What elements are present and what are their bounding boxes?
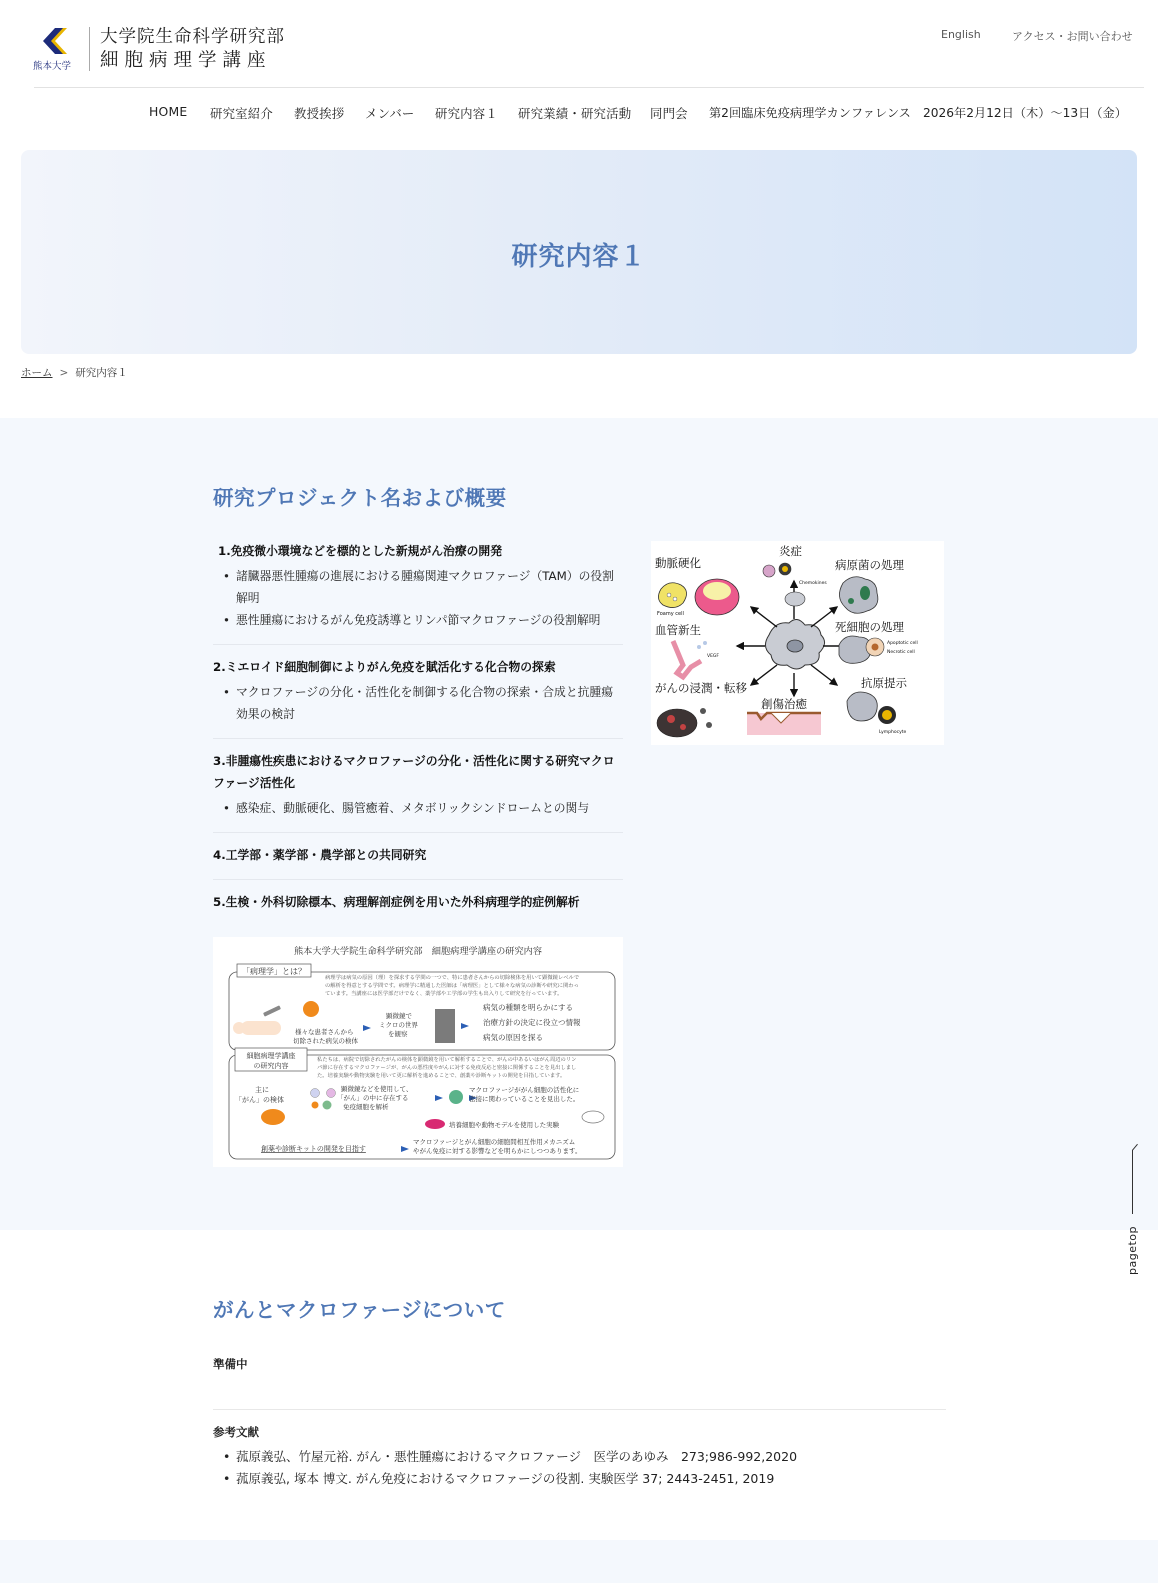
logo-text xyxy=(100,26,285,72)
breadcrumb-home[interactable]: ホーム xyxy=(21,367,53,379)
pagetop-line-icon xyxy=(1132,1150,1133,1214)
experiment-text: 培養細胞や動物モデルを使用した実験 xyxy=(449,1121,560,1129)
microscope-icon xyxy=(435,1009,455,1043)
logo-divider xyxy=(89,27,90,71)
project-heading: 1.免疫微小環境などを標的とした新規がん治療の開発 xyxy=(218,544,503,558)
department-box-label-2: の研究内容 xyxy=(253,1062,289,1070)
university-emblem xyxy=(33,26,81,72)
inflammation-cells-icon xyxy=(763,563,827,606)
wound-healing-icon xyxy=(747,713,821,735)
breadcrumb xyxy=(21,365,128,380)
section-title-cancer-macrophage: がんとマクロファージについて xyxy=(213,1298,506,1322)
cancer-text-2: 「がん」の検体 xyxy=(235,1096,284,1104)
macrophage-diagram xyxy=(651,541,944,745)
page-hero xyxy=(21,150,1137,354)
overview-title: 熊本大学大学院生命科学研究部 細胞病理学講座の研究内容 xyxy=(293,946,543,957)
immune-text-2: 「がん」の中に存在する xyxy=(337,1094,409,1102)
department-desc-3: た。培養実験や動物実験を用いて更に解析を進めることで、創薬や診断キットの開発を目指しています。 xyxy=(317,1073,566,1079)
finding-text-1: マクロファージががん細胞の活性化に xyxy=(469,1086,580,1094)
project-heading: 3.非腫瘍性疾患におけるマクロファージの分化・活性化に関する研究マクロファージ活性化 xyxy=(213,754,615,790)
pagetop-label: pagetop xyxy=(1126,1226,1139,1275)
goal-text: 創薬や診断キットの開発を目指す xyxy=(261,1145,366,1153)
status-text: 準備中 xyxy=(213,1357,248,1371)
divider xyxy=(213,1409,946,1410)
mouse-icon xyxy=(582,1111,604,1123)
section-title-projects: 研究プロジェクト名および概要 xyxy=(213,486,507,510)
mechanism-text-2: やがん免疫に対する影響などを明らかにしつつあります。 xyxy=(413,1147,582,1155)
pathology-desc-2: の解析を得意とする学問です。病理学に精通した医師は「病理医」として様々な病気の診断や研究に関わっ xyxy=(325,983,579,989)
pagetop-button[interactable] xyxy=(1122,1150,1144,1280)
breadcrumb-current: 研究内容１ xyxy=(75,367,128,379)
logo-university-name: 熊本大学 xyxy=(33,61,72,72)
project-1 xyxy=(213,540,623,631)
nav-home[interactable]: HOME xyxy=(149,104,188,119)
site-logo[interactable] xyxy=(33,26,285,72)
label-vegf: VEGF xyxy=(707,654,719,659)
logo-line-1: 大学院生命科学研究部 xyxy=(100,27,285,47)
immune-text-3: 免疫細胞を解析 xyxy=(343,1103,389,1111)
label-chemokines: Chemokines xyxy=(799,581,827,586)
divider xyxy=(213,644,623,645)
label-lymphocyte: Lymphocyte xyxy=(879,730,907,735)
project-3 xyxy=(213,750,623,819)
references-list xyxy=(213,1446,797,1490)
label-atherosclerosis: 動脈硬化 xyxy=(655,556,701,570)
pathology-box-label: 「病理学」とは？ xyxy=(242,967,306,976)
list-item: • 感染症、動脈硬化、腸管癒着、メタボリックシンドロームとの関与 xyxy=(213,797,623,819)
patients-text-2: 切除された病気の検体 xyxy=(293,1037,358,1045)
foamy-cell-icon xyxy=(657,579,739,617)
result-3: 病気の原因を探る xyxy=(483,1033,543,1042)
project-heading: 4.工学部・薬学部・農学部との共同研究 xyxy=(213,848,427,862)
pathogen-cell-icon xyxy=(839,577,877,614)
patients-text-1: 様々な患者さんから xyxy=(295,1028,354,1036)
divider xyxy=(213,832,623,833)
project-items xyxy=(213,681,623,725)
kumamoto-logo-icon xyxy=(33,26,81,58)
divider xyxy=(213,879,623,880)
label-inflammation: 炎症 xyxy=(779,544,802,558)
references-title: 参考文献 xyxy=(213,1425,259,1439)
label-pathogen: 病原菌の処理 xyxy=(835,558,904,572)
label-necrotic: Necrotic cell xyxy=(887,650,915,655)
overview-diagram xyxy=(213,937,623,1167)
list-item: • 諸臓器悪性腫瘍の進展における腫瘍関連マクロファージ（TAM）の役割解明 xyxy=(213,565,623,609)
label-invasion: がんの浸潤・転移 xyxy=(655,681,747,695)
logo-line-2: 細胞病理学講座 xyxy=(100,50,272,71)
project-items xyxy=(213,797,623,819)
vessel-icon xyxy=(673,641,719,677)
divider xyxy=(213,738,623,739)
nav-greeting[interactable]: 教授挨拶 xyxy=(294,106,345,121)
label-dead-cell: 死細胞の処理 xyxy=(835,620,904,634)
project-items xyxy=(213,565,623,631)
list-item: • 悪性腫瘍におけるがん免疫誘導とリンパ節マクロファージの役割解明 xyxy=(213,609,623,631)
dead-cell-icon xyxy=(839,636,918,663)
central-macrophage-icon xyxy=(765,619,824,669)
page-title: 研究内容１ xyxy=(511,242,647,272)
contact-link[interactable]: アクセス・お問い合わせ xyxy=(1012,30,1133,43)
reference-item: • 菰原義弘, 塚本 博文. がん免疫におけるマクロファージの役割. 実験医学 37; 2443-2451, 2019 xyxy=(213,1468,797,1490)
cancer-specimen-icon xyxy=(261,1109,285,1125)
nav-lab-intro[interactable]: 研究室紹介 xyxy=(210,106,273,121)
site-header xyxy=(0,0,1158,88)
research-overview-figure xyxy=(213,937,623,1167)
project-heading: 5.生検・外科切除標本、病理解剖症例を用いた外科病理学的症例解析 xyxy=(213,895,580,909)
antigen-presentation-icon xyxy=(847,692,907,735)
english-link[interactable]: English xyxy=(941,28,981,41)
immune-text-1: 顕微鏡などを使用して、 xyxy=(341,1085,413,1093)
label-foamy: Foamy cell xyxy=(657,611,684,617)
tumor-invasion-icon xyxy=(657,708,712,737)
project-5 xyxy=(213,891,623,913)
micro-text-2: ミクロの世界 xyxy=(379,1021,418,1029)
project-2 xyxy=(213,656,623,725)
cancer-text-1: 主に xyxy=(255,1086,269,1094)
nav-conference[interactable]: 第2回臨床免疫病理学カンファレンス 2026年2月12日（木）〜13日（金） xyxy=(709,106,1127,120)
nav-members[interactable]: メンバー xyxy=(365,106,415,121)
list-item: • マクロファージの分化・活性化を制御する化合物の探索・合成と抗腫瘍効果の検討 xyxy=(213,681,623,725)
micro-text-3: を観察 xyxy=(388,1030,408,1038)
mechanism-text-1: マクロファージとがん細胞の細胞間相互作用メカニズム xyxy=(413,1138,576,1146)
result-1: 病気の種類を明らかにする xyxy=(483,1003,573,1012)
macrophage-small-icon xyxy=(449,1090,463,1104)
pathology-desc-1: 病理学は病気の原因（理）を探求する学問の一つで、特に患者さんからの切除検体を用いて顕微鏡レベルで xyxy=(325,975,580,981)
culture-dish-icon xyxy=(425,1119,445,1129)
macrophage-functions-figure xyxy=(651,541,944,745)
reference-item: • 菰原義弘、竹屋元裕. がん・悪性腫瘍におけるマクロファージ 医学のあゆみ 273;986-992,2020 xyxy=(213,1446,797,1468)
result-2: 治療方針の決定に役立つ情報 xyxy=(483,1018,581,1027)
pathology-desc-3: ています。当講座には医学部だけでなく、薬学部や工学部の学生も出入りして研究を行っています。 xyxy=(325,991,563,997)
label-wound: 創傷治癒 xyxy=(761,697,807,711)
nav-achievements[interactable]: 研究業績・研究活動 xyxy=(518,106,632,121)
project-heading: 2.ミエロイド細胞制御によりがん免疫を賦活化する化合物の探索 xyxy=(213,660,556,674)
department-box-label-1: 細胞病理学講座 xyxy=(246,1052,296,1060)
label-angiogenesis: 血管新生 xyxy=(655,623,701,637)
header-divider xyxy=(34,87,1144,88)
department-desc-1: 私たちは、病院で切除されたがんの検体を顕微鏡を用いて解析することで、がんの中あるいはがん周辺のリン xyxy=(317,1057,577,1063)
finding-text-2: 密接に関わっていることを見出した。 xyxy=(469,1095,580,1103)
breadcrumb-separator: > xyxy=(59,367,69,379)
nav-alumni[interactable]: 同門会 xyxy=(650,106,688,121)
label-antigen: 抗原提示 xyxy=(861,676,907,690)
micro-text-1: 顕微鏡で xyxy=(386,1012,412,1020)
cancer-macrophage-section xyxy=(0,1230,1158,1540)
label-apoptotic: Apoptotic cell xyxy=(887,641,918,646)
nav-research[interactable]: 研究内容１ xyxy=(435,106,498,121)
project-4 xyxy=(213,844,623,866)
main-nav xyxy=(0,104,1158,124)
department-desc-2: パ節に存在するマクロファージが、がんの悪性度やがんに対する免疫反応と密接に関係することを見出しまし xyxy=(317,1065,577,1071)
footer-band xyxy=(0,1540,1158,1583)
